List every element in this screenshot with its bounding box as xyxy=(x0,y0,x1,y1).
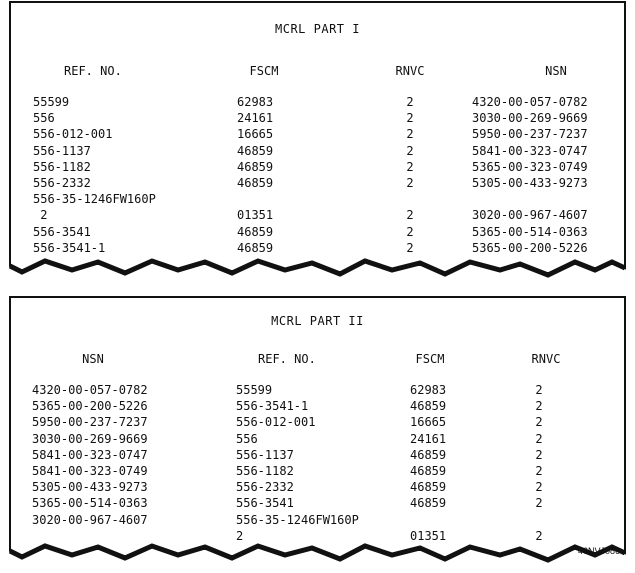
table-cell: 5950-00-237-7237 xyxy=(32,415,148,430)
table-cell: 2 xyxy=(535,399,543,414)
table-cell: 62983 xyxy=(410,383,447,397)
table-cell: 2 xyxy=(535,383,543,397)
table-cell: 5365-00-514-0363 xyxy=(472,224,588,239)
table-cell: 2 xyxy=(535,431,543,446)
table-cell: 2 xyxy=(406,159,414,174)
column-header: REF. NO. xyxy=(258,352,316,366)
table-cell: 556-3541 xyxy=(236,496,294,511)
table-cell: 2 xyxy=(406,111,414,126)
table-cell: 2 xyxy=(535,447,543,462)
table-cell: 2 xyxy=(406,176,414,190)
table-cell: 556-1182 xyxy=(236,464,294,478)
table-cell: 556-3541 xyxy=(33,224,91,239)
table-cell: 46859 xyxy=(410,480,447,495)
table-cell: 5305-00-433-9273 xyxy=(472,176,588,190)
table-cell: 5365-00-200-5226 xyxy=(32,399,148,414)
table-cell: 4320-00-057-0782 xyxy=(32,383,148,397)
table-cell: 556-3541-1 xyxy=(236,399,309,414)
table-cell: 556-1182 xyxy=(33,159,91,174)
table-cell: 46859 xyxy=(410,399,447,414)
column-header: FSCM xyxy=(415,352,445,366)
column-header: FSCM xyxy=(249,64,279,78)
table-cell: 5841-00-323-0747 xyxy=(32,447,148,462)
table-cell: 556-35-1246FW160P xyxy=(33,192,156,207)
table-cell: 2 xyxy=(406,143,414,158)
table-cell: 46859 xyxy=(410,447,447,462)
table-cell: 556-2332 xyxy=(236,480,294,495)
mcrl-part-2-panel xyxy=(0,295,635,573)
table-cell: 46859 xyxy=(237,176,274,190)
table-cell: 46859 xyxy=(410,464,447,478)
table-cell: 2 xyxy=(535,496,543,511)
table-cell: 5841-00-323-0749 xyxy=(32,464,148,478)
table-cell: 2 xyxy=(406,240,414,255)
table-cell: 24161 xyxy=(237,111,274,126)
table-cell: 46859 xyxy=(237,159,274,174)
table-cell: 3020-00-967-4607 xyxy=(472,208,588,223)
table-cell: 5365-00-200-5226 xyxy=(472,240,588,255)
part-2-title: MCRL PART II xyxy=(271,314,364,328)
table-cell: 5365-00-323-0749 xyxy=(472,159,588,174)
table-cell: 2 xyxy=(406,127,414,142)
table-cell: 3020-00-967-4607 xyxy=(32,512,148,527)
column-header: REF. NO. xyxy=(64,64,122,78)
table-cell: 5365-00-514-0363 xyxy=(32,496,148,511)
table-cell: 2 xyxy=(535,480,543,495)
column-header: NSN xyxy=(545,64,567,78)
table-cell: 2 xyxy=(406,208,414,223)
column-header: NSN xyxy=(82,352,104,366)
table-cell: 556-3541-1 xyxy=(33,240,106,255)
table-cell: 556 xyxy=(236,431,258,446)
table-cell: 556-35-1246FW160P xyxy=(236,512,359,527)
table-cell: 3030-00-269-9669 xyxy=(32,431,148,446)
table-cell: 46859 xyxy=(410,496,447,511)
table-cell: 01351 xyxy=(237,208,274,223)
table-cell: 556 xyxy=(33,111,55,126)
table-cell: 2 xyxy=(406,224,414,239)
table-cell: 556-012-001 xyxy=(33,127,113,142)
table-cell: 5305-00-433-9273 xyxy=(32,480,148,495)
table-cell: 2 xyxy=(33,208,48,223)
figure-id: 46NVJ086 xyxy=(578,546,621,556)
table-cell: 556-1137 xyxy=(33,143,91,158)
table-cell: 2 xyxy=(535,464,543,478)
table-cell: 62983 xyxy=(237,95,274,109)
table-cell: 16665 xyxy=(410,415,447,430)
table-cell: 556-2332 xyxy=(33,176,91,190)
table-cell: 01351 xyxy=(410,528,447,543)
table-cell: 2 xyxy=(535,415,543,430)
table-cell: 2 xyxy=(535,528,543,543)
mcrl-part-1-panel xyxy=(0,0,635,285)
table-cell: 3030-00-269-9669 xyxy=(472,111,588,126)
part-1-title: MCRL PART I xyxy=(275,22,360,36)
column-header: RNVC xyxy=(395,64,425,78)
table-cell: 5841-00-323-0747 xyxy=(472,143,588,158)
table-cell: 46859 xyxy=(237,224,274,239)
table-cell: 4320-00-057-0782 xyxy=(472,95,588,109)
column-header: RNVC xyxy=(531,352,561,366)
table-cell: 55599 xyxy=(33,95,70,109)
table-cell: 46859 xyxy=(237,240,274,255)
table-cell: 2 xyxy=(406,95,414,109)
table-cell: 46859 xyxy=(237,143,274,158)
table-cell: 556-012-001 xyxy=(236,415,316,430)
table-cell: 24161 xyxy=(410,431,447,446)
table-cell: 16665 xyxy=(237,127,274,142)
table-cell: 55599 xyxy=(236,383,273,397)
table-cell: 2 xyxy=(236,528,244,543)
table-cell: 5950-00-237-7237 xyxy=(472,127,588,142)
table-cell: 556-1137 xyxy=(236,447,294,462)
